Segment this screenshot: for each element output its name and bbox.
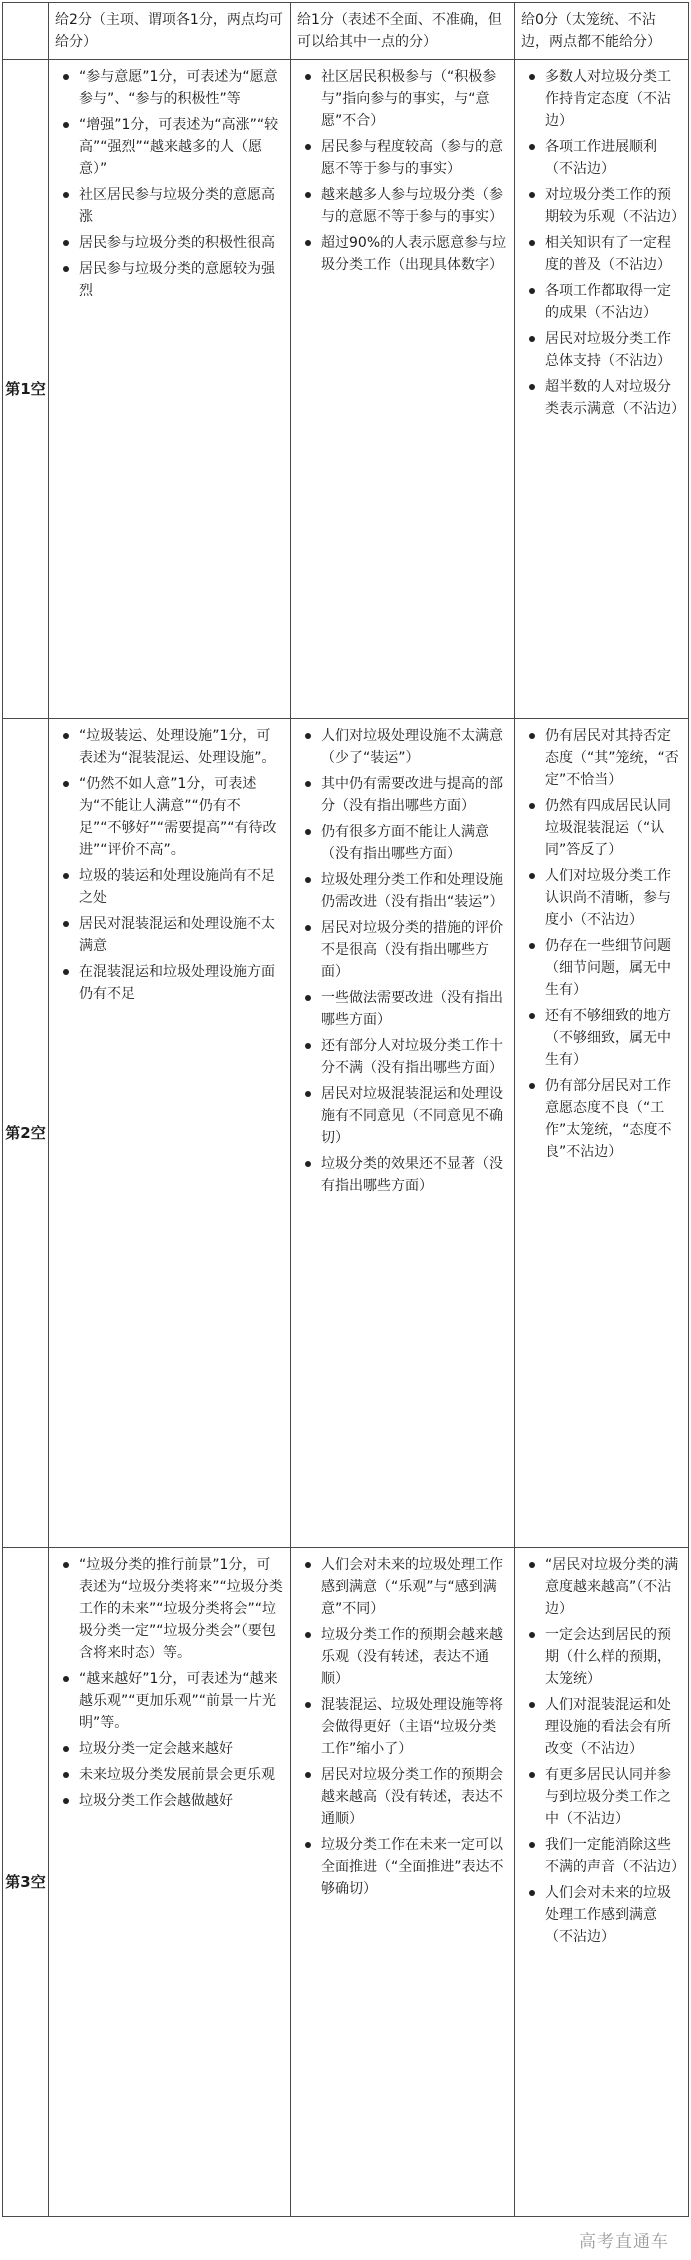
answer-list	[55, 725, 283, 1005]
answer-list	[55, 1554, 283, 1812]
answer-item: 未来垃圾分类发展前景会更乐观	[79, 1764, 283, 1786]
header-cell-2-points: 给2分（主项、谓项各1分，两点均可给分）	[49, 3, 291, 60]
blank-row-2	[3, 719, 689, 1548]
answer-item: 人们对混装混运和处理设施的看法会有所改变（不沾边）	[545, 1694, 681, 1760]
answer-list	[55, 66, 283, 302]
answer-item: 还有部分人对垃圾分类工作十分不满（没有指出哪些方面）	[321, 1035, 507, 1079]
answer-cell-1-point	[291, 60, 515, 719]
answer-item: 还有不够细致的地方（不够细致，属无中生有）	[545, 1005, 681, 1071]
answer-list	[521, 1554, 685, 1948]
answer-item: 居民对垃圾分类工作总体支持（不沾边）	[545, 328, 681, 372]
blank-row-3	[3, 1548, 689, 2217]
answer-item: 居民对垃圾混装混运和处理设施有不同意见（不同意见不确切）	[321, 1083, 507, 1149]
answer-item: 社区居民参与垃圾分类的意愿高涨	[79, 184, 283, 228]
answer-item: “居民对垃圾分类的满意度越来越高”（不沾边）	[545, 1554, 681, 1620]
answer-item: 一些做法需要改进（没有指出哪些方面）	[321, 987, 507, 1031]
blank-row-1	[3, 60, 689, 719]
answer-item: 人们会对未来的垃圾处理工作感到满意（不沾边）	[545, 1882, 681, 1948]
answer-item: 人们会对未来的垃圾处理工作感到满意（“乐观”与“感到满意”不同）	[321, 1554, 507, 1620]
answer-item: 居民参与程度较高（参与的意愿不等于参与的事实）	[321, 136, 507, 180]
answer-item: 垃圾分类工作的预期会越来越乐观（没有转述，表达不通顺）	[321, 1624, 507, 1690]
answer-list	[297, 66, 507, 276]
answer-list	[521, 66, 685, 420]
answer-item: 仍然有四成居民认同垃圾混装混运（“认同”答反了）	[545, 795, 681, 861]
answer-item: 人们对垃圾分类工作认识尚不清晰，参与度小（不沾边）	[545, 865, 681, 931]
answer-cell-2-points	[49, 719, 291, 1548]
answer-item: 对垃圾分类工作的预期较为乐观（不沾边）	[545, 184, 681, 228]
answer-item: 混装混运、垃圾处理设施等将会做得更好（主语“垃圾分类工作”缩小了）	[321, 1694, 507, 1760]
answer-list	[297, 1554, 507, 1900]
answer-item: 居民对垃圾分类工作的预期会越来越高（没有转述，表达不通顺）	[321, 1764, 507, 1830]
answer-item: “仍然不如人意”1分，可表述为“不能让人满意”“仍有不足”“不够好”“需要提高”“有待改进”“评价不高”。	[79, 773, 283, 861]
answer-cell-1-point	[291, 1548, 515, 2217]
answer-cell-0-points	[515, 719, 689, 1548]
answer-item: 垃圾分类工作在未来一定可以全面推进（“全面推进”表达不够确切）	[321, 1834, 507, 1900]
answer-item: “参与意愿”1分，可表述为“愿意参与”、“参与的积极性”等	[79, 66, 283, 110]
watermark-text: 高考直通车	[579, 2232, 669, 2252]
row-label: 第1空	[3, 60, 49, 719]
answer-item: 超过90%的人表示愿意参与垃圾分类工作（出现具体数字）	[321, 232, 507, 276]
row-label: 第2空	[3, 719, 49, 1548]
answer-item: 我们一定能消除这些不满的声音（不沾边）	[545, 1834, 681, 1878]
answer-item: 仍存在一些细节问题（细节问题，属无中生有）	[545, 935, 681, 1001]
answer-cell-2-points	[49, 1548, 291, 2217]
header-cell-0-points: 给0分（太笼统、不沾边，两点都不能给分）	[515, 3, 689, 60]
answer-item: 在混装混运和垃圾处理设施方面仍有不足	[79, 961, 283, 1005]
answer-item: 人们对垃圾处理设施不太满意（少了“装运”）	[321, 725, 507, 769]
header-cell-1-point: 给1分（表述不全面、不准确，但可以给其中一点的分）	[291, 3, 515, 60]
answer-item: 垃圾分类工作会越做越好	[79, 1790, 283, 1812]
row-label: 第3空	[3, 1548, 49, 2217]
answer-list	[521, 725, 681, 1163]
answer-item: 仍有很多方面不能让人满意（没有指出哪些方面）	[321, 821, 507, 865]
answer-item: 仍有部分居民对工作意愿态度不良（“工作”太笼统，“态度不良”不沾边）	[545, 1075, 681, 1163]
answer-item: 居民对垃圾分类的措施的评价不是很高（没有指出哪些方面）	[321, 917, 507, 983]
answer-item: 居民对混装混运和处理设施不太满意	[79, 913, 283, 957]
answer-item: 各项工作都取得一定的成果（不沾边）	[545, 280, 681, 324]
answer-cell-1-point	[291, 719, 515, 1548]
answer-item: 有更多居民认同并参与到垃圾分类工作之中（不沾边）	[545, 1764, 681, 1830]
answer-item: 各项工作进展顺利（不沾边）	[545, 136, 681, 180]
answer-item: 垃圾处理分类工作和处理设施仍需改进（没有指出“装运”）	[321, 869, 507, 913]
answer-item: 居民参与垃圾分类的积极性很高	[79, 232, 283, 254]
answer-list	[297, 725, 507, 1197]
answer-item: “垃圾分类的推行前景”1分，可表述为“垃圾分类将来”“垃圾分类工作的未来”“垃圾分类将会”“垃圾分类一定”“垃圾分类会”（要包含将来时态）等。	[79, 1554, 283, 1664]
answer-item: 超半数的人对垃圾分类表示满意（不沾边）	[545, 376, 681, 420]
answer-cell-0-points	[515, 60, 689, 719]
answer-item: 相关知识有了一定程度的普及（不沾边）	[545, 232, 681, 276]
answer-cell-2-points	[49, 60, 291, 719]
answer-item: 社区居民积极参与（“积极参与”指向参与的事实，与“意愿”不合）	[321, 66, 507, 132]
answer-item: “垃圾装运、处理设施”1分，可表述为“混装混运、处理设施”。	[79, 725, 283, 769]
answer-item: 垃圾分类一定会越来越好	[79, 1738, 283, 1760]
answer-item: 垃圾分类的效果还不显著（没有指出哪些方面）	[321, 1153, 507, 1197]
answer-item: 一定会达到居民的预期（什么样的预期，太笼统）	[545, 1624, 681, 1690]
answer-cell-0-points	[515, 1548, 689, 2217]
header-corner-cell	[3, 3, 49, 60]
answer-item: 多数人对垃圾分类工作持肯定态度（不沾边）	[545, 66, 681, 132]
answer-item: 其中仍有需要改进与提高的部分（没有指出哪些方面）	[321, 773, 507, 817]
answer-item: “增强”1分，可表述为“高涨”“较高”“强烈”“越来越多的人（愿意）”	[79, 114, 283, 180]
header-row	[3, 3, 689, 60]
answer-item: 垃圾的装运和处理设施尚有不足之处	[79, 865, 283, 909]
answer-item: 仍有居民对其持否定态度（“其”笼统，“否定”不恰当）	[545, 725, 681, 791]
answer-item: 越来越多人参与垃圾分类（参与的意愿不等于参与的事实）	[321, 184, 507, 228]
answer-item: 居民参与垃圾分类的意愿较为强烈	[79, 258, 283, 302]
answer-item: “越来越好”1分，可表述为“越来越乐观”“更加乐观”“前景一片光明”等。	[79, 1668, 283, 1734]
scoring-table	[2, 2, 689, 2217]
